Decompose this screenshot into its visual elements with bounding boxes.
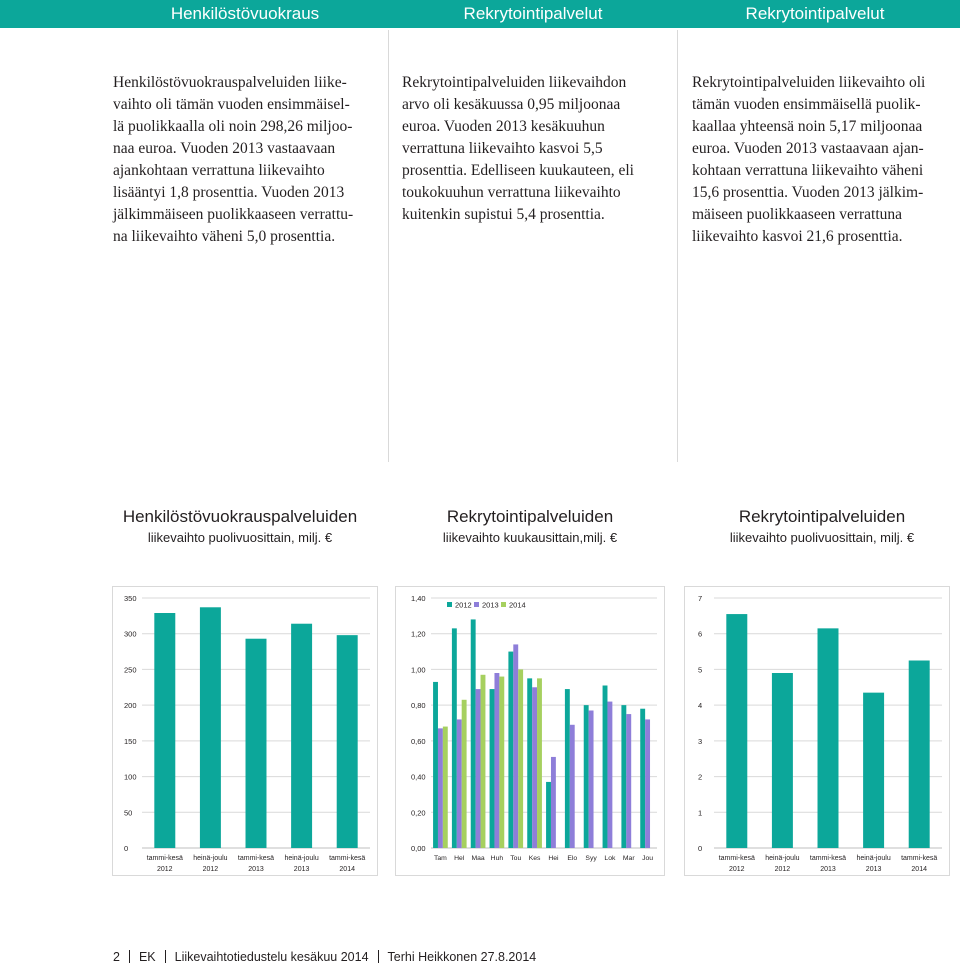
x-tick-label: tammi-kesä <box>237 855 275 862</box>
x-tick-label: heinä-joulu <box>765 855 800 862</box>
bar <box>551 757 556 848</box>
y-tick-label: 0 <box>124 844 129 853</box>
text-line: arvo oli kesäkuussa 0,95 miljoonaa <box>402 96 621 113</box>
bar <box>438 728 443 848</box>
text-column-rekrytointi-kuukausi <box>402 72 674 226</box>
x-tick-label: tammi-kesä <box>146 855 183 862</box>
bar <box>154 613 175 848</box>
x-tick-label: Syy <box>585 855 597 862</box>
footer-author: Terhi Heikkonen 27.8.2014 <box>387 950 537 964</box>
text-line: vaihto oli tämän vuoden ensimmäisel- <box>113 96 350 113</box>
text-line: naa euroa. Vuoden 2013 vastaavaan <box>113 140 336 157</box>
x-tick-label: Lok <box>604 855 616 862</box>
bar <box>508 652 513 848</box>
legend-label: 2012 <box>455 600 472 610</box>
bar <box>443 727 448 848</box>
x-tick-label: 2012 <box>157 866 173 873</box>
text-column-rekrytointi-puolivuosi <box>692 72 960 248</box>
x-tick-label: Hel <box>454 855 465 862</box>
footer-separator <box>378 950 379 963</box>
y-tick-label: 6 <box>698 629 703 639</box>
header-title-rekrytointi-2: Rekrytointipalvelut <box>745 4 885 23</box>
x-tick-label: 2013 <box>293 866 310 873</box>
text-line: lisääntyi 1,8 prosenttia. Vuoden 2013 <box>113 184 345 201</box>
x-tick-label: 2013 <box>248 866 264 873</box>
chart-title-2-line1: Rekrytointipalveluiden <box>446 507 614 526</box>
bar <box>471 619 476 848</box>
legend-label: 2013 <box>482 600 499 610</box>
legend-swatch <box>474 602 479 607</box>
legend-label: 2014 <box>509 600 526 610</box>
x-tick-label: 2012 <box>202 866 219 873</box>
x-tick-label: Tou <box>510 855 522 862</box>
x-tick-label: heinä-joulu <box>856 855 891 862</box>
text-line: kaallaa yhteensä noin 5,17 miljoonaa <box>692 118 923 135</box>
x-tick-label: Hei <box>548 855 559 862</box>
y-tick-label: 1,40 <box>411 594 426 603</box>
y-tick-label: 250 <box>124 665 137 675</box>
x-tick-label: tammi-kesä <box>329 855 366 862</box>
bar <box>909 661 930 849</box>
x-tick-label: tammi-kesä <box>901 855 938 862</box>
x-tick-label: Mar <box>622 855 635 862</box>
bar <box>584 705 589 848</box>
chart-title-3-line2: liikevaihto puolivuosittain, milj. € <box>729 530 915 545</box>
bar <box>621 705 626 848</box>
x-tick-label: Huh <box>490 855 504 862</box>
bar <box>818 628 839 848</box>
bar <box>626 714 631 848</box>
bar <box>532 687 537 848</box>
x-tick-label: 2013 <box>865 866 882 873</box>
x-tick-label: Elo <box>567 855 578 862</box>
bar <box>645 719 650 848</box>
bar <box>457 719 462 848</box>
text-line: Rekrytointipalveluiden liikevaihdon <box>402 74 627 91</box>
bar <box>527 678 532 848</box>
chart-title-3-line1: Rekrytointipalveluiden <box>738 507 906 526</box>
text-line: kuitenkin supistui 5,4 prosenttia. <box>402 206 605 223</box>
y-tick-label: 3 <box>698 736 703 746</box>
x-tick-label: 2012 <box>729 866 745 873</box>
y-tick-label: 2 <box>698 772 703 782</box>
bar <box>546 782 551 848</box>
bar <box>481 675 486 848</box>
y-tick-label: 0,40 <box>411 772 426 782</box>
text-line: na liikevaihto väheni 5,0 prosenttia. <box>113 228 336 245</box>
x-tick-label: 2012 <box>774 866 791 873</box>
legend-swatch <box>447 602 452 607</box>
x-tick-label: heinä-joulu <box>284 855 319 862</box>
text-line: lä puolikkaalla oli noin 298,26 miljoo- <box>113 118 353 135</box>
text-line: euroa. Vuoden 2013 kesäkuuhun <box>402 118 605 135</box>
text-line: ajankohtaan verrattuna liikevaihto <box>113 162 325 179</box>
x-tick-label: Jou <box>642 855 654 862</box>
bar <box>433 682 438 848</box>
bar <box>772 673 793 848</box>
y-tick-label: 1,00 <box>411 665 426 675</box>
chart-rekrytointi-kuukausittain <box>395 586 665 876</box>
y-tick-label: 0 <box>698 844 703 853</box>
header-title-henkilostovuokraus: Henkilöstövuokraus <box>170 4 320 23</box>
y-tick-label: 4 <box>698 701 703 711</box>
legend-swatch <box>501 602 506 607</box>
y-tick-label: 300 <box>124 629 137 639</box>
header-title-rekrytointi-1: Rekrytointipalvelut <box>463 4 603 23</box>
chart-title-2-line2: liikevaihto kuukausittain,milj. € <box>442 530 618 545</box>
x-tick-label: 2013 <box>820 866 836 873</box>
y-tick-label: 0,60 <box>411 736 426 746</box>
bar <box>518 669 523 848</box>
bar <box>863 693 884 848</box>
column-divider-2 <box>677 30 678 462</box>
chart-henkilostovuokraus-puolivuosittain <box>112 586 378 876</box>
bar <box>337 635 358 848</box>
text-line: tämän vuoden ensimmäisellä puolik- <box>692 96 921 113</box>
footer-report: Liikevaihtotiedustelu kesäkuu 2014 <box>174 950 369 964</box>
y-tick-label: 0,00 <box>411 844 426 853</box>
bar <box>570 725 575 848</box>
x-tick-label: tammi-kesä <box>809 855 847 862</box>
x-tick-label: Tam <box>433 855 447 862</box>
text-line: 15,6 prosenttia. Vuoden 2013 jälkim- <box>692 184 924 201</box>
bar <box>200 607 221 848</box>
bar <box>462 700 467 848</box>
y-tick-label: 1 <box>698 808 703 818</box>
text-line: verrattuna liikevaihto kasvoi 5,5 <box>402 140 603 157</box>
text-line: liikevaihto kasvoi 21,6 prosenttia. <box>692 228 903 245</box>
chart-title-3 <box>672 506 960 548</box>
bar <box>726 614 747 848</box>
text-column-henkilostovuokraus <box>113 72 388 248</box>
y-tick-label: 150 <box>124 736 137 746</box>
chart-rekrytointi-puolivuosittain <box>684 586 950 876</box>
y-tick-label: 0,20 <box>411 808 426 818</box>
chart-title-1-line1: Henkilöstövuokrauspalveluiden <box>122 507 358 526</box>
bar <box>513 644 518 848</box>
bar <box>640 709 645 848</box>
x-tick-label: Kes <box>528 855 541 862</box>
x-tick-label: heinä-joulu <box>193 855 228 862</box>
y-tick-label: 100 <box>124 772 137 782</box>
y-tick-label: 1,20 <box>411 629 426 639</box>
footer-separator <box>165 950 166 963</box>
y-tick-label: 7 <box>698 594 703 603</box>
bar <box>499 677 504 848</box>
x-tick-label: Maa <box>471 855 485 862</box>
bar <box>494 673 499 848</box>
y-tick-label: 200 <box>124 701 137 711</box>
column-divider-1 <box>388 30 389 462</box>
chart-title-1 <box>90 506 390 548</box>
x-tick-label: 2014 <box>911 866 927 873</box>
footer-org: EK <box>138 950 156 964</box>
text-line: jälkimmäiseen puolikkaaseen verrattu- <box>113 206 354 223</box>
y-tick-label: 0,80 <box>411 701 426 711</box>
x-tick-label: 2014 <box>339 866 355 873</box>
text-line: prosenttia. Edelliseen kuukauteen, eli <box>402 162 634 179</box>
footer-separator <box>129 950 130 963</box>
x-tick-label: tammi-kesä <box>718 855 755 862</box>
bar <box>537 678 542 848</box>
bar <box>246 639 267 848</box>
bar <box>607 702 612 848</box>
text-line: toukokuuhun verrattuna liikevaihto <box>402 184 621 201</box>
y-tick-label: 5 <box>698 665 703 675</box>
bar <box>291 624 312 848</box>
text-line: euroa. Vuoden 2013 vastaavaan ajan- <box>692 140 924 157</box>
y-tick-label: 350 <box>124 594 137 603</box>
y-tick-label: 50 <box>124 808 133 818</box>
text-line: Rekrytointipalveluiden liikevaihto oli <box>692 74 926 91</box>
text-line: mäiseen puolikkaaseen verrattuna <box>692 206 903 223</box>
text-line: kohtaan verrattuna liikevaihto väheni <box>692 162 924 179</box>
bar <box>565 689 570 848</box>
bar <box>603 686 608 849</box>
chart-title-2 <box>380 506 680 548</box>
bar <box>452 628 457 848</box>
page-number: 2 <box>113 950 120 964</box>
bar <box>476 689 481 848</box>
text-line: Henkilöstövuokrauspalveluiden liike- <box>113 74 347 91</box>
chart-title-1-line2: liikevaihto puolivuosittain, milj. € <box>147 530 333 545</box>
bar <box>490 689 495 848</box>
bar <box>589 711 594 849</box>
header-bar <box>0 0 960 28</box>
page-footer <box>113 950 536 964</box>
